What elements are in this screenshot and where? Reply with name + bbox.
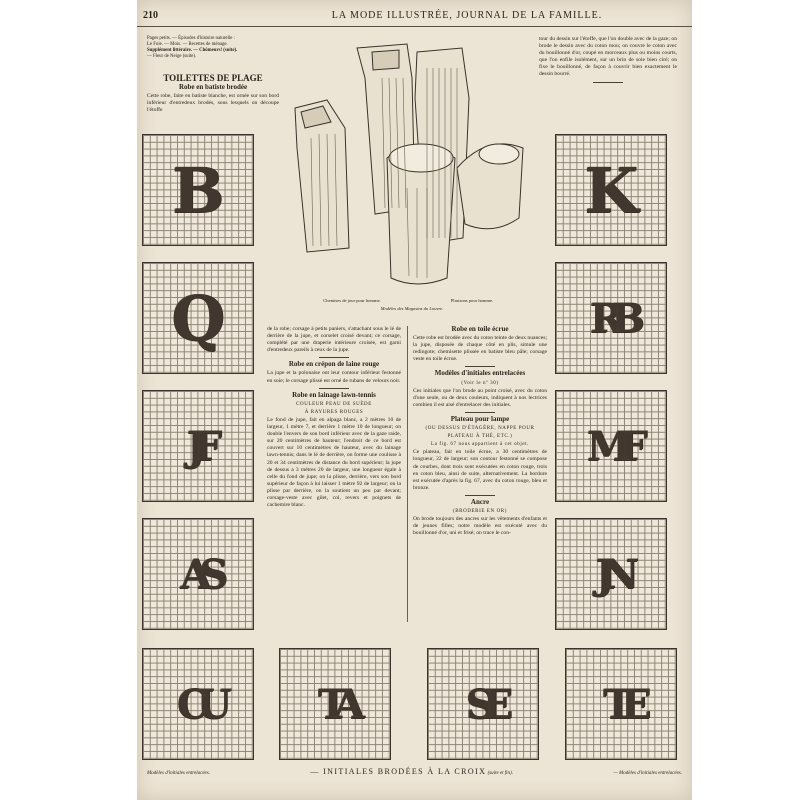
monogram-letters: TE (602, 680, 640, 728)
divider (465, 495, 495, 496)
footer-note: (suite et fin). (487, 771, 513, 776)
article-note: À RAYURES ROUGES (304, 409, 364, 415)
article-subheading: Ancre (470, 497, 490, 506)
divider (593, 82, 623, 83)
page-number: 210 (143, 10, 158, 21)
monogram-letters: TA (317, 680, 353, 728)
caption-shirts: Chemises de jour pour homme. (323, 298, 381, 303)
footer-title: — INITIALES BRODÉES À LA CROIX (310, 767, 487, 776)
caption-source: Modèles des Magasins du Louvre. (380, 306, 444, 311)
footer-left: Modèles d'initiales entrelacées. (147, 771, 210, 776)
article-subheading: Robe en toile écrue (451, 325, 509, 333)
article-subheading: Robe en lainage lawn-tennis (292, 390, 376, 399)
footer-right: — Modèles d'initiales entrelacées. (613, 771, 682, 776)
article-subheading: Robe en crépon de laine rouge (288, 360, 380, 369)
monogram-grid-right-1 (555, 134, 667, 246)
article-note: La fig. 67 nous appartient à cet objet. (431, 442, 529, 448)
article-ancre-continued (539, 36, 677, 86)
article-text: Le fond de jupe, fait en alpaga blanc, a 2 mètres 10 de largeur, 1 mètre 7, et derrière 1 mètre 10 de longueur; on double l'envers de son bord inférieur avec de la gaze raide, sur 20 centimètres de hauteur; l'endroit de ce bord est couvert sur 10 centimètres de hauteur, avec du lainage lawn-tennis; dans le lé de derrière, on forme une coulisse à 20 et 34 centimètres de distance du bord supérieur; la jupe de dessus a 3 mètres 20 de largeur, une longueur égale à celle du fond de jupe; on la plisse, derrière, vers son bord supérieur de façon à lui laisser 1 mètre 92 de largeur; on la plisse par derrière, on la soutient un peu par devant; corsage-veste avec gilet, col, revers et poignets de cachemire blanc. (267, 416, 401, 509)
article-text: tour du dessin sur l'étoffe, que l'on double avec de la gaze; on brode le dessin avec du coton mou; on couvre le coton avec du bouillonné d'or, coupé en morceaux plus ou moins courts, que l'on enfile isolément, sur un brin de soie bien ciré; on fixe le bouillonné, de façon à couvrir bien exactement le dessin bourré. (539, 36, 677, 78)
page-footer (147, 767, 682, 776)
monogram-grid-left-3 (142, 390, 254, 502)
article-note: (OU DESSUS D'ÉTAGÈRE, NAPPE POUR (425, 426, 535, 432)
caption-plastrons: Plastrons pour homme. (450, 298, 494, 303)
issue-summary (147, 36, 279, 60)
shirts-drawing (287, 38, 532, 286)
middle-left-column (267, 326, 401, 511)
monogram-letters: Q (170, 281, 225, 355)
summary-line: Pages petits. — Épisodes d'histoire naturelle : (147, 36, 235, 41)
summary-line: Le Foie. — Mois. — Recettes de ménage. (147, 42, 228, 47)
article-subheading: Modèles d'initiales entrelacées (434, 369, 526, 378)
journal-title: LA MODE ILLUSTRÉE, JOURNAL DE LA FAMILLE. (331, 10, 603, 21)
article-text: La jupe et la polonaise ont leur contour inférieur festonné en soie; le corsage plissé est orné de rubans de velours noir. (267, 370, 401, 384)
monogram-grid-bottom-2 (279, 648, 391, 760)
article-text: On brode toujours des ancres sur les vêtements d'enfants et de jeunes filles; notre modèle est exécuté avec du bouillonné d'or, uni et frisé; on trace le con- (413, 516, 547, 537)
article-heading: TOILETTES DE PLAGE (163, 73, 263, 83)
monogram-letters: B (171, 153, 225, 227)
divider (465, 366, 495, 367)
divider (319, 357, 349, 358)
monogram-letters: AS (180, 550, 216, 598)
article-subheading: Robe en batiste brodée (178, 83, 248, 92)
article-text: Cette robe, faite en batiste blanche, est ornée sur son bord inférieur d'entredeux brodés, sous lesquels on découpe l'étoffe (147, 93, 279, 114)
monogram-letters: RB (589, 294, 633, 342)
monogram-letters: SE (465, 680, 501, 728)
monogram-grid-bottom-1 (142, 648, 254, 760)
middle-right-column (413, 326, 547, 539)
article-text: Cette robe est brodée avec du coton teinte de deux nuances; la jupe, disposée de chaque côté en plis, simule une redingote; chemisette plissée en batiste bleu pâle; corsage veste en toile écrue. (413, 335, 547, 363)
page-header (137, 8, 692, 27)
article-note: (BRODERIE EN OR) (452, 508, 508, 514)
shirts-illustration (287, 38, 532, 286)
column-divider (407, 326, 408, 622)
monogram-grid-right-2 (555, 262, 667, 374)
article-text: de la robe; corsage à petits paniers, s'attachant sous le lé de derrière de la jupe, et corselet croisé devant; ce corsage, complété par une draperie intérieure croisée, est garni d'entredeux pareils à ceux de la jupe. (267, 326, 401, 354)
newspaper-page (137, 0, 692, 800)
summary-line: Supplément littéraire. — Chômeurs! (suite). (147, 48, 238, 53)
monogram-letters: K (584, 153, 638, 227)
monogram-letters: JF (186, 422, 210, 470)
monogram-grid-bottom-3 (427, 648, 539, 760)
article-subheading: Plateau pour lampe (450, 414, 510, 423)
monogram-letters: CU (176, 680, 220, 728)
summary-line: — Fleur de Neige (suite). (147, 54, 197, 59)
monogram-grid-right-4 (555, 518, 667, 630)
monogram-letters: MF (586, 422, 636, 470)
article-robe-batiste (147, 72, 279, 116)
article-note: COULEUR PEAU DE SUÈDE (296, 401, 372, 407)
monogram-letters: JN (595, 550, 627, 598)
article-text: Ce plateau, fait en toile écrue, a 30 centimètres de longueur, 22 de largeur; son contour festonné se compose de courbes, dont trois sont exécutées en coton rouge, trois en coton bleu, ainsi de suite, alternativement. La bordure est exécutée d'après la fig. 67, avec du coton rouge, bleu et bronze. (413, 449, 547, 491)
divider (319, 388, 349, 389)
article-text: Ces initiales que l'on brode au point croisé, avec du coton d'une seule, ou de deux couleurs, indiquent à nos lectrices combien il est aisé d'entrelacer des initiales. (413, 387, 547, 408)
article-note: (Voir le nº 30) (461, 380, 499, 386)
monogram-grid-left-2 (142, 262, 254, 374)
monogram-grid-bottom-4 (565, 648, 677, 760)
divider (465, 412, 495, 413)
article-note: PLATEAU À THÉ, ETC.) (447, 434, 513, 440)
monogram-grid-left-4 (142, 518, 254, 630)
monogram-grid-left-1 (142, 134, 254, 246)
monogram-grid-right-3 (555, 390, 667, 502)
